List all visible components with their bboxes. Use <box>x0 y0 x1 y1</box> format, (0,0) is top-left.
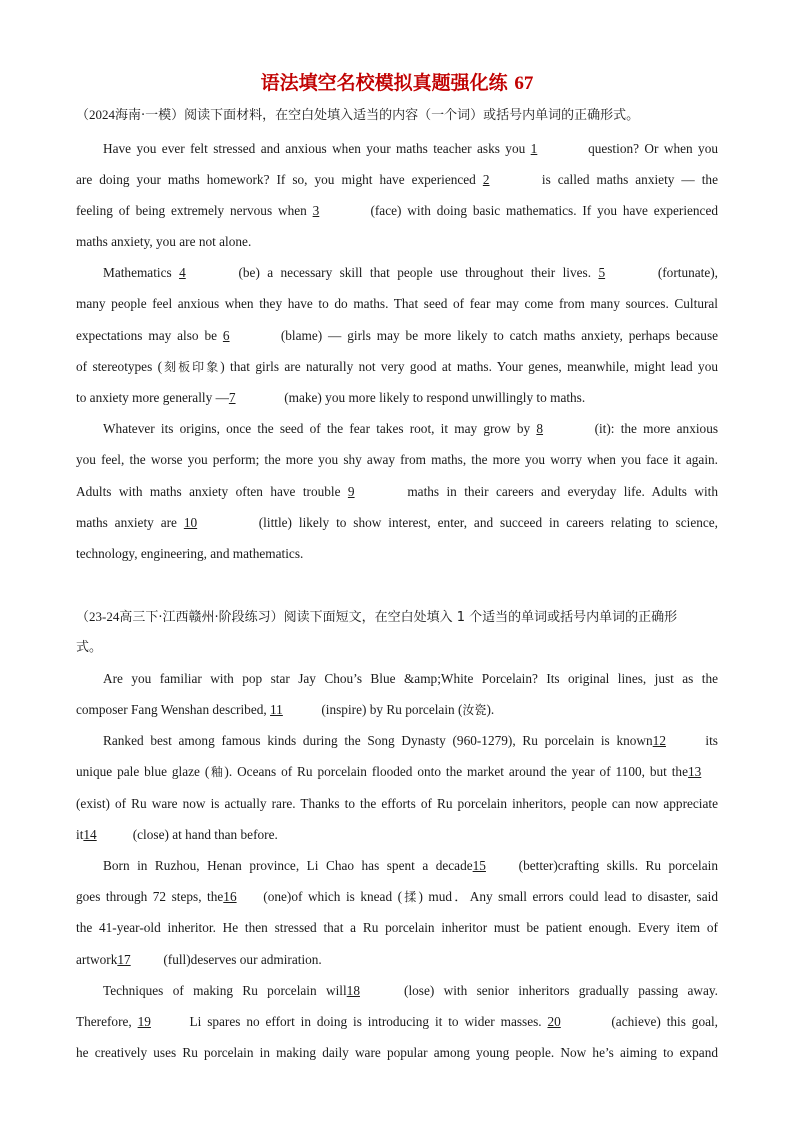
blank-8[interactable]: 8 <box>536 421 544 436</box>
passage2-line: he creatively uses Ru porcelain in making daily ware popular among young people. Now he’s aiming to expand <box>76 1045 718 1060</box>
section2-instruction: （23-24高三下·江西赣州·阶段练习）阅读下面短文，在空白处填入 1 个适当的单词或括号内单词的正确形 <box>76 609 678 625</box>
blank-17[interactable]: 17 <box>117 952 131 967</box>
passage1-line: technology, engineering, and mathematics. <box>76 546 304 561</box>
passage2-line: Techniques of making Ru porcelain will18 (lose) with senior inheritors gradually passing away. <box>103 975 718 1006</box>
passage2-line: unique pale blue glaze (釉). Oceans of Ru porcelain flooded onto the market around the year of 1100, but the13 <box>76 756 718 787</box>
passage2-line: it14 (close) at hand than before. <box>76 819 718 850</box>
passage1-line: are doing your maths homework? If so, you might have experienced 2 is called maths anxiety — the <box>76 164 718 195</box>
blank-16[interactable]: 16 <box>223 889 237 904</box>
page-title <box>0 68 794 95</box>
blank-15[interactable]: 15 <box>472 858 486 873</box>
passage1-line: Have you ever felt stressed and anxious when your maths teacher asks you 1 question? Or when you <box>103 133 718 164</box>
passage2-line: goes through 72 steps, the16 (one)of which is knead (揉) mud．Any small errors could lead to disaster, said <box>76 881 718 912</box>
blank-11[interactable]: 11 <box>270 702 283 717</box>
blank-13[interactable]: 13 <box>687 764 702 779</box>
blank-18[interactable]: 18 <box>346 983 360 998</box>
passage2-line: composer Fang Wenshan described, 11 (inspire) by Ru porcelain (汝瓷). <box>76 694 718 725</box>
blank-20[interactable]: 20 <box>547 1014 561 1029</box>
blank-1[interactable]: 1 <box>530 141 538 156</box>
passage2-line: artwork17 (full)deserves our admiration. <box>76 944 718 975</box>
blank-2[interactable]: 2 <box>482 172 490 187</box>
passage1-line: maths anxiety, you are not alone. <box>76 234 252 249</box>
section2-source-year: 23-24 <box>89 609 120 624</box>
passage1-line: many people feel anxious when they have to do maths. That seed of fear may come from many sources. Cultural <box>76 296 718 311</box>
passage2-line: (exist) of Ru ware now is actually rare. Thanks to the efforts of Ru porcelain inheritors, people can now appreciate <box>76 796 718 811</box>
blank-14[interactable]: 14 <box>83 827 97 842</box>
blank-3[interactable]: 3 <box>312 203 320 218</box>
section1-instruction: （2024海南·一模）阅读下面材料，在空白处填入适当的内容（一个词）或括号内单词的正确形式。 <box>76 107 640 123</box>
section2-instruction-cont: 式。 <box>76 640 103 655</box>
passage1-line: Whatever its origins, once the seed of the fear takes root, it may grow by 8 (it): the more anxious <box>103 413 718 444</box>
section2-instruction-text: 高三下·江西赣州·阶段练习）阅读下面短文，在空白处填入 1 个适当的单词或括号内单词的正确形 <box>119 610 678 625</box>
passage1-line: Mathematics 4 (be) a necessary skill that people use throughout their lives. 5 (fortunate), <box>103 257 718 288</box>
title-text: 语法填空名校模拟真题强化练 <box>260 72 508 94</box>
blank-12[interactable]: 12 <box>652 733 666 748</box>
blank-5[interactable]: 5 <box>598 265 606 280</box>
passage2-line: Are you familiar with pop star Jay Chou’s Blue &amp;White Porcelain? Its original lines, just as the <box>103 671 718 686</box>
blank-4[interactable]: 4 <box>179 265 186 280</box>
title-number: 67 <box>514 73 534 94</box>
blank-9[interactable]: 9 <box>347 484 355 499</box>
blank-10[interactable]: 10 <box>183 515 198 530</box>
blank-6[interactable]: 6 <box>222 328 230 343</box>
passage1-line: maths anxiety are 10 (little) likely to show interest, enter, and succeed in careers relating to science, <box>76 507 718 538</box>
passage1-line: to anxiety more generally —7 (make) you more likely to respond unwillingly to maths. <box>76 382 718 413</box>
passage2-line: Ranked best among famous kinds during the Song Dynasty (960-1279), Ru porcelain is known12 its <box>103 725 718 756</box>
passage2-line: the 41-year-old inheritor. He then stressed that a Ru porcelain inheritor must be patient enough. Every item of <box>76 920 718 935</box>
passage1-line: Adults with maths anxiety often have trouble 9 maths in their careers and everyday life. Adults with <box>76 476 718 507</box>
passage1-line: of stereotypes (刻板印象) that girls are naturally not very good at maths. Your genes, meanwhile, might lead you <box>76 359 718 374</box>
passage1-line: feeling of being extremely nervous when 3 (face) with doing basic mathematics. If you have experienced <box>76 195 718 226</box>
blank-19[interactable]: 19 <box>137 1014 151 1029</box>
section1-source-year: 2024 <box>89 107 116 122</box>
section1-instruction-text: 海南·一模）阅读下面材料，在空白处填入适当的内容（一个词）或括号内单词的正确形式。 <box>115 108 640 123</box>
passage2-line: Born in Ruzhou, Henan province, Li Chao has spent a decade15 (better)crafting skills. Ru porcelain <box>103 850 718 881</box>
passage2-line: Therefore, 19 Li spares no effort in doing is introducing it to wider masses. 20 (achieve) this goal, <box>76 1006 718 1037</box>
passage1-line: you feel, the worse you perform; the more you shy away from maths, the more you worry when you face it again. <box>76 452 718 467</box>
blank-7[interactable]: 7 <box>228 390 236 405</box>
passage1-line: expectations may also be 6 (blame) — girls may be more likely to catch maths anxiety, perhaps because <box>76 320 718 351</box>
